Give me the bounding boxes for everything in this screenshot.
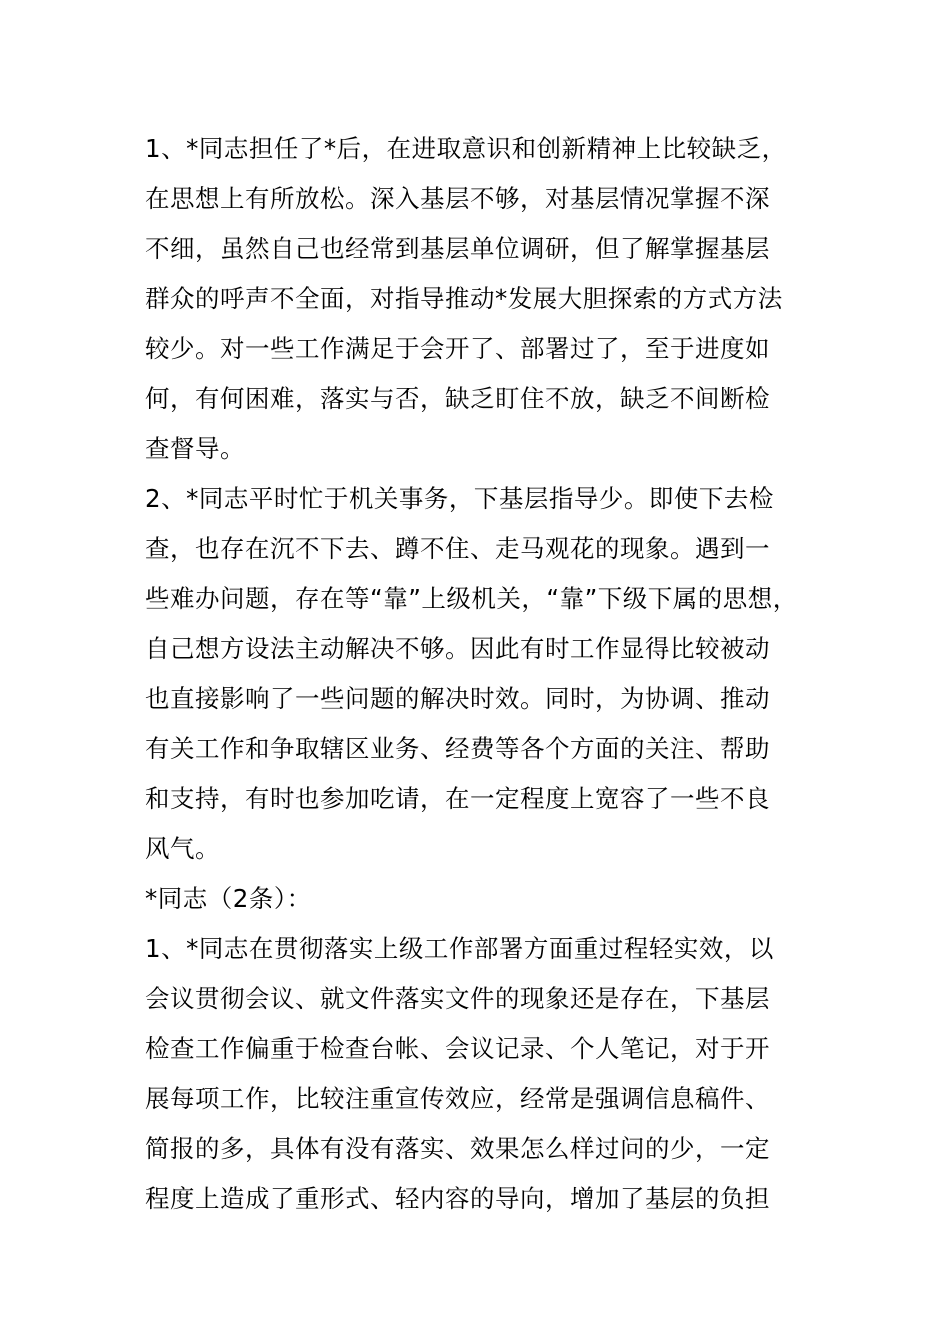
text-line: 不细，虽然自己也经常到基层单位调研，但了解掌握基层 — [145, 234, 770, 263]
text-line: 也直接影响了一些问题的解决时效。同时，为协调、推动 — [145, 684, 770, 713]
text-line: 程度上造成了重形式、轻内容的导向，增加了基层的负担 — [145, 1184, 770, 1213]
text-line: 查督导。 — [145, 434, 245, 463]
text-line: 和支持，有时也参加吃请，在一定程度上宽容了一些不良 — [145, 784, 770, 813]
text-line: 2、*同志平时忙于机关事务，下基层指导少。即使下去检 — [145, 484, 774, 513]
text-line: 有关工作和争取辖区业务、经费等各个方面的关注、帮助 — [145, 734, 770, 763]
text-line: 查，也存在沉不下去、蹲不住、走马观花的现象。遇到一 — [145, 534, 770, 563]
text-line: 些难办问题，存在等“靠”上级机关，“靠”下级下属的思想， — [145, 584, 798, 613]
text-line: 检查工作偏重于检查台帐、会议记录、个人笔记，对于开 — [145, 1034, 770, 1063]
text-line: 1、*同志在贯彻落实上级工作部署方面重过程轻实效，以 — [145, 934, 774, 963]
text-line: 在思想上有所放松。深入基层不够，对基层情况掌握不深 — [145, 184, 770, 213]
text-line: 自己想方设法主动解决不够。因此有时工作显得比较被动 — [145, 634, 770, 663]
text-line: 1、*同志担任了*后，在进取意识和创新精神上比较缺乏， — [145, 134, 787, 163]
document-body — [145, 124, 835, 1224]
text-line: 简报的多，具体有没有落实、效果怎么样过问的少，一定 — [145, 1134, 770, 1163]
text-line: 群众的呼声不全面，对指导推动*发展大胆探索的方式方法 — [145, 284, 783, 313]
text-line: 何，有何困难，落实与否，缺乏盯住不放，缺乏不间断检 — [145, 384, 770, 413]
section-heading: *同志（2条）： — [145, 884, 312, 913]
text-line: 较少。对一些工作满足于会开了、部署过了，至于进度如 — [145, 334, 770, 363]
text-line: 会议贯彻会议、就文件落实文件的现象还是存在，下基层 — [145, 984, 770, 1013]
text-line: 展每项工作，比较注重宣传效应，经常是强调信息稿件、 — [145, 1084, 770, 1113]
text-line: 风气。 — [145, 834, 220, 863]
